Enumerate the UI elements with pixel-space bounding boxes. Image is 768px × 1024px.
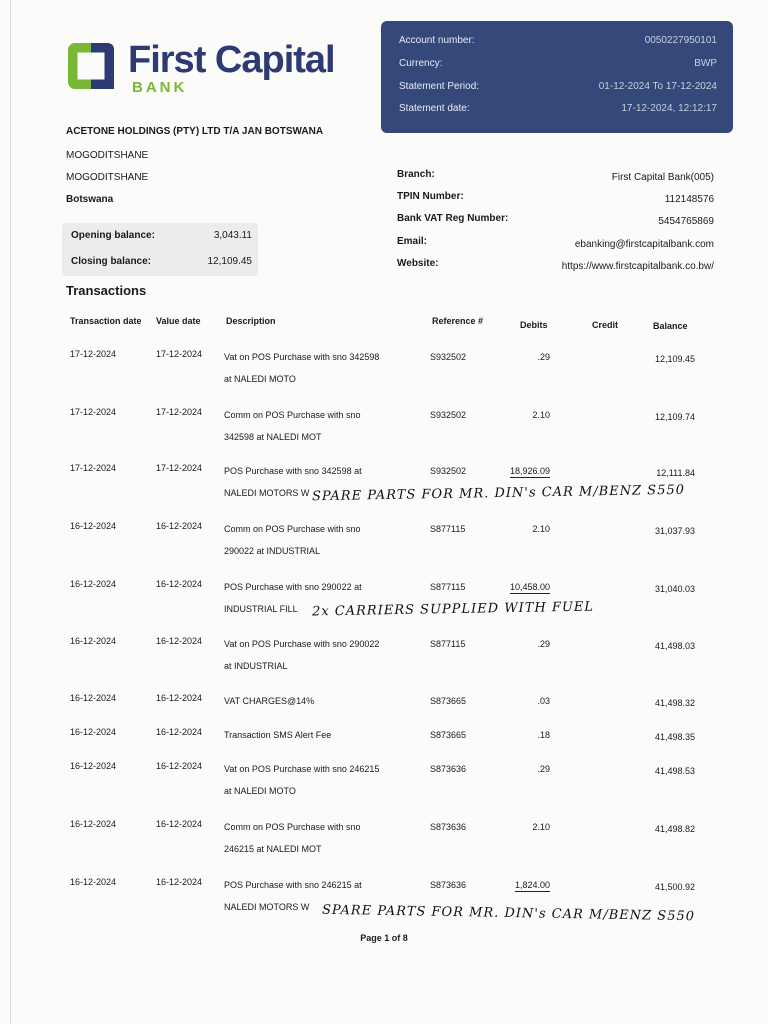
bank-info-label: Bank VAT Reg Number:: [397, 213, 509, 224]
account-row: [399, 81, 717, 95]
description-line-2: INDUSTRIAL FILL: [224, 604, 298, 614]
column-header: Debits: [520, 320, 548, 330]
email-link[interactable]: ebanking@firstcapitalbank.com: [574, 239, 714, 250]
account-label: Currency:: [399, 58, 443, 69]
column-header: Reference #: [432, 316, 484, 326]
description: Vat on POS Purchase with sno 246215: [224, 764, 380, 774]
balance-row: [71, 230, 252, 244]
reference: S873665: [430, 730, 467, 740]
description-line-2: NALEDI MOTORS W: [224, 488, 310, 498]
transaction-date: 17-12-2024: [70, 407, 117, 417]
value-date: 16-12-2024: [156, 521, 203, 531]
balance-row: [71, 256, 252, 270]
handwritten-note: 2x CARRIERS SUPPLIED WITH FUEL: [311, 599, 595, 620]
logo-mark-icon: [66, 41, 116, 91]
value-date: 16-12-2024: [156, 819, 203, 829]
balance: 41,498.03: [654, 641, 695, 651]
bank-info-row: [397, 169, 714, 183]
handwritten-note: SPARE PARTS FOR MR. DIN's CAR M/BENZ S550: [311, 482, 686, 505]
value-date: 16-12-2024: [156, 579, 203, 589]
debit: 10,458.00: [509, 582, 550, 592]
value-date: 16-12-2024: [156, 727, 203, 737]
description: Vat on POS Purchase with sno 290022: [224, 639, 380, 649]
bank-info-value: 112148576: [664, 194, 714, 205]
reference: S877115: [430, 639, 466, 649]
balance: 31,037.93: [654, 526, 695, 536]
logo-name: First Capital: [128, 39, 335, 81]
customer-country: Botswana: [66, 194, 114, 205]
reference: S873636: [430, 764, 467, 774]
description: Comm on POS Purchase with sno: [224, 822, 361, 832]
transactions-title: Transactions: [66, 283, 147, 298]
description: Comm on POS Purchase with sno: [224, 524, 361, 534]
column-header: Credit: [592, 320, 619, 330]
account-label: Statement Period:: [399, 81, 480, 92]
balance: 41,498.32: [654, 698, 695, 708]
scan-edge: [10, 0, 11, 1024]
description-line-2: NALEDI MOTORS W: [224, 902, 310, 912]
bank-info-label: Email:: [397, 236, 428, 247]
account-label: Account number:: [399, 35, 475, 46]
account-value: BWP: [694, 58, 717, 69]
column-header: Value date: [156, 316, 201, 326]
transaction-date: 16-12-2024: [70, 761, 117, 771]
transaction-date: 16-12-2024: [70, 727, 117, 737]
reference: S873665: [430, 696, 467, 706]
balance-label: Closing balance:: [71, 256, 152, 267]
account-value: 0050227950101: [644, 35, 717, 46]
account-row: [399, 103, 717, 117]
column-header: Description: [226, 316, 276, 326]
description: POS Purchase with sno 342598 at: [224, 466, 362, 476]
account-row: [399, 58, 717, 72]
account-label: Statement date:: [399, 103, 470, 114]
balance: 12,109.45: [654, 354, 695, 364]
debit: 2.10: [532, 822, 550, 832]
description-line-2: 290022 at INDUSTRIAL: [224, 546, 321, 556]
bank-info-value: First Capital Bank(005): [611, 172, 714, 183]
reference: S873636: [430, 880, 467, 890]
description: Comm on POS Purchase with sno: [224, 410, 361, 420]
debit: 18,926.09: [509, 466, 550, 476]
website-link[interactable]: https://www.firstcapitalbank.co.bw/: [561, 261, 714, 272]
balance: 12,109.74: [654, 412, 695, 422]
bank-info-label: TPIN Number:: [397, 191, 464, 202]
description: Transaction SMS Alert Fee: [224, 730, 332, 740]
balance: 41,500.92: [654, 882, 695, 892]
description: VAT CHARGES@14%: [224, 696, 315, 706]
debit: 1,824.00: [514, 880, 550, 890]
account-value: 17-12-2024, 12:12:17: [621, 103, 717, 114]
value-date: 17-12-2024: [156, 463, 203, 473]
bank-info-row: [397, 236, 714, 250]
description-line-2: 246215 at NALEDI MOT: [224, 844, 322, 854]
value-date: 17-12-2024: [156, 407, 203, 417]
account-row: [399, 35, 717, 49]
description-line-2: 342598 at NALEDI MOT: [224, 432, 322, 442]
value-date: 16-12-2024: [156, 636, 203, 646]
balance: 12,111.84: [656, 468, 695, 478]
transaction-date: 16-12-2024: [70, 579, 117, 589]
balance: 41,498.35: [654, 732, 695, 742]
reference: S873636: [430, 822, 467, 832]
description-line-2: at INDUSTRIAL: [224, 661, 288, 671]
value-date: 16-12-2024: [156, 761, 203, 771]
column-header: Transaction date: [70, 316, 142, 326]
description: POS Purchase with sno 246215 at: [224, 880, 362, 890]
bank-info-row: [397, 258, 714, 272]
bank-info-label: Branch:: [397, 169, 435, 180]
account-summary-box: [381, 21, 733, 133]
transaction-date: 16-12-2024: [70, 877, 117, 887]
description-line-2: at NALEDI MOTO: [224, 786, 296, 796]
debit: .29: [537, 764, 550, 774]
transaction-date: 16-12-2024: [70, 693, 117, 703]
transaction-date: 16-12-2024: [70, 521, 117, 531]
bank-info-row: [397, 213, 714, 227]
balance-box: [62, 223, 258, 276]
bank-info-value: 5454765869: [658, 216, 714, 227]
transaction-date: 17-12-2024: [70, 463, 117, 473]
customer-name: ACETONE HOLDINGS (PTY) LTD T/A JAN BOTSWANA: [66, 126, 324, 137]
reference: S932502: [430, 410, 467, 420]
bank-logo: [66, 41, 366, 101]
account-value: 01-12-2024 To 17-12-2024: [598, 81, 717, 92]
value-date: 17-12-2024: [156, 349, 203, 359]
description-line-2: at NALEDI MOTO: [224, 374, 296, 384]
balance: 41,498.82: [654, 824, 695, 834]
reference: S877115: [430, 524, 466, 534]
debit: .29: [537, 352, 550, 362]
page-number: Page 1 of 8: [360, 933, 408, 943]
value-date: 16-12-2024: [156, 693, 203, 703]
transaction-date: 16-12-2024: [70, 819, 117, 829]
balance: 31,040.03: [654, 584, 695, 594]
transaction-date: 16-12-2024: [70, 636, 117, 646]
column-header: Balance: [653, 321, 688, 331]
reference: S932502: [430, 466, 467, 476]
bank-info-row: [397, 191, 714, 205]
value-date: 16-12-2024: [156, 877, 203, 887]
balance: 41,498.53: [654, 766, 695, 776]
description: POS Purchase with sno 290022 at: [224, 582, 362, 592]
balance-value: 3,043.11: [213, 230, 252, 241]
debit: .03: [537, 696, 550, 706]
debit: .29: [537, 639, 550, 649]
reference: S877115: [430, 582, 466, 592]
reference: S932502: [430, 352, 467, 362]
handwritten-note: SPARE PARTS FOR MR. DIN's CAR M/BENZ S550: [321, 902, 696, 925]
transaction-date: 17-12-2024: [70, 349, 117, 359]
debit: .18: [537, 730, 550, 740]
logo-sub: BANK: [132, 79, 188, 96]
customer-address-line: MOGODITSHANE: [66, 172, 149, 183]
debit: 2.10: [532, 524, 550, 534]
debit: 2.10: [532, 410, 550, 420]
description: Vat on POS Purchase with sno 342598: [224, 352, 380, 362]
balance-label: Opening balance:: [71, 230, 155, 241]
balance-value: 12,109.45: [207, 256, 252, 267]
bank-info-label: Website:: [397, 258, 439, 269]
customer-address-line: MOGODITSHANE: [66, 150, 149, 161]
